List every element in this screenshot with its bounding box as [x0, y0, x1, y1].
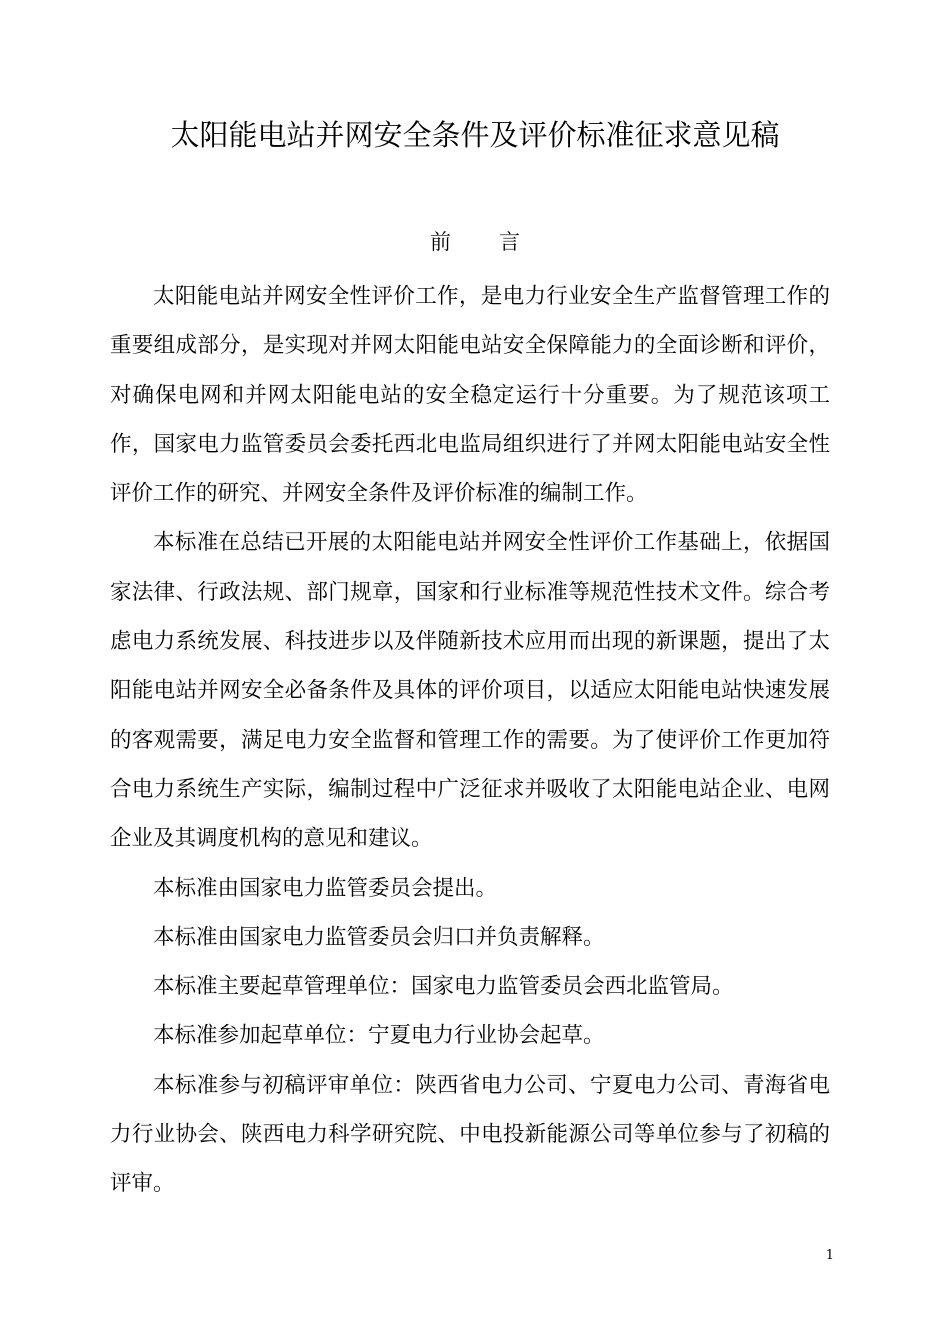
preface-body: [110, 272, 830, 1209]
paragraph-intro: 太阳能电站并网安全性评价工作，是电力行业安全生产监督管理工作的重要组成部分，是实现对并网太阳能电站安全保障能力的全面诊断和评价，对确保电网和并网太阳能电站的安全稳定运行十分重要。为了规范该项工作，国家电力监管委员会委托西北电监局组织进行了并网太阳能电站安全性评价工作的研究、并网安全条件及评价标准的编制工作。: [110, 284, 830, 507]
paragraph-proposer: 本标准由国家电力监管委员会提出。: [153, 875, 498, 901]
paragraph-basis: 本标准在总结已开展的太阳能电站并网安全性评价工作基础上，依据国家法律、行政法规、部门规章，国家和行业标准等规范性技术文件。综合考虑电力系统发展、科技进步以及伴随新技术应用而出现的新课题，提出了太阳能电站并网安全必备条件及具体的评价项目，以适应太阳能电站快速发展的客观需要，满足电力安全监督和管理工作的需要。为了使评价工作更加符合电力系统生产实际，编制过程中广泛征求并吸收了太阳能电站企业、电网企业及其调度机构的意见和建议。: [110, 530, 830, 852]
page-number: 1: [825, 1248, 834, 1263]
preface-heading: 前言: [430, 230, 568, 254]
paragraph-participating-unit: 本标准参加起草单位：宁夏电力行业协会起草。: [153, 1023, 605, 1049]
paragraph-drafting-unit: 本标准主要起草管理单位：国家电力监管委员会西北监管局。: [153, 974, 734, 1000]
paragraph-interpretation: 本标准由国家电力监管委员会归口并负责解释。: [153, 924, 605, 950]
paragraph-review-units: 本标准参与初稿评审单位：陕西省电力公司、宁夏电力公司、青海省电力行业协会、陕西电力科学研究院、中电投新能源公司等单位参与了初稿的评审。: [110, 1072, 830, 1197]
document-title: 太阳能电站并网安全条件及评价标准征求意见稿: [170, 118, 780, 152]
